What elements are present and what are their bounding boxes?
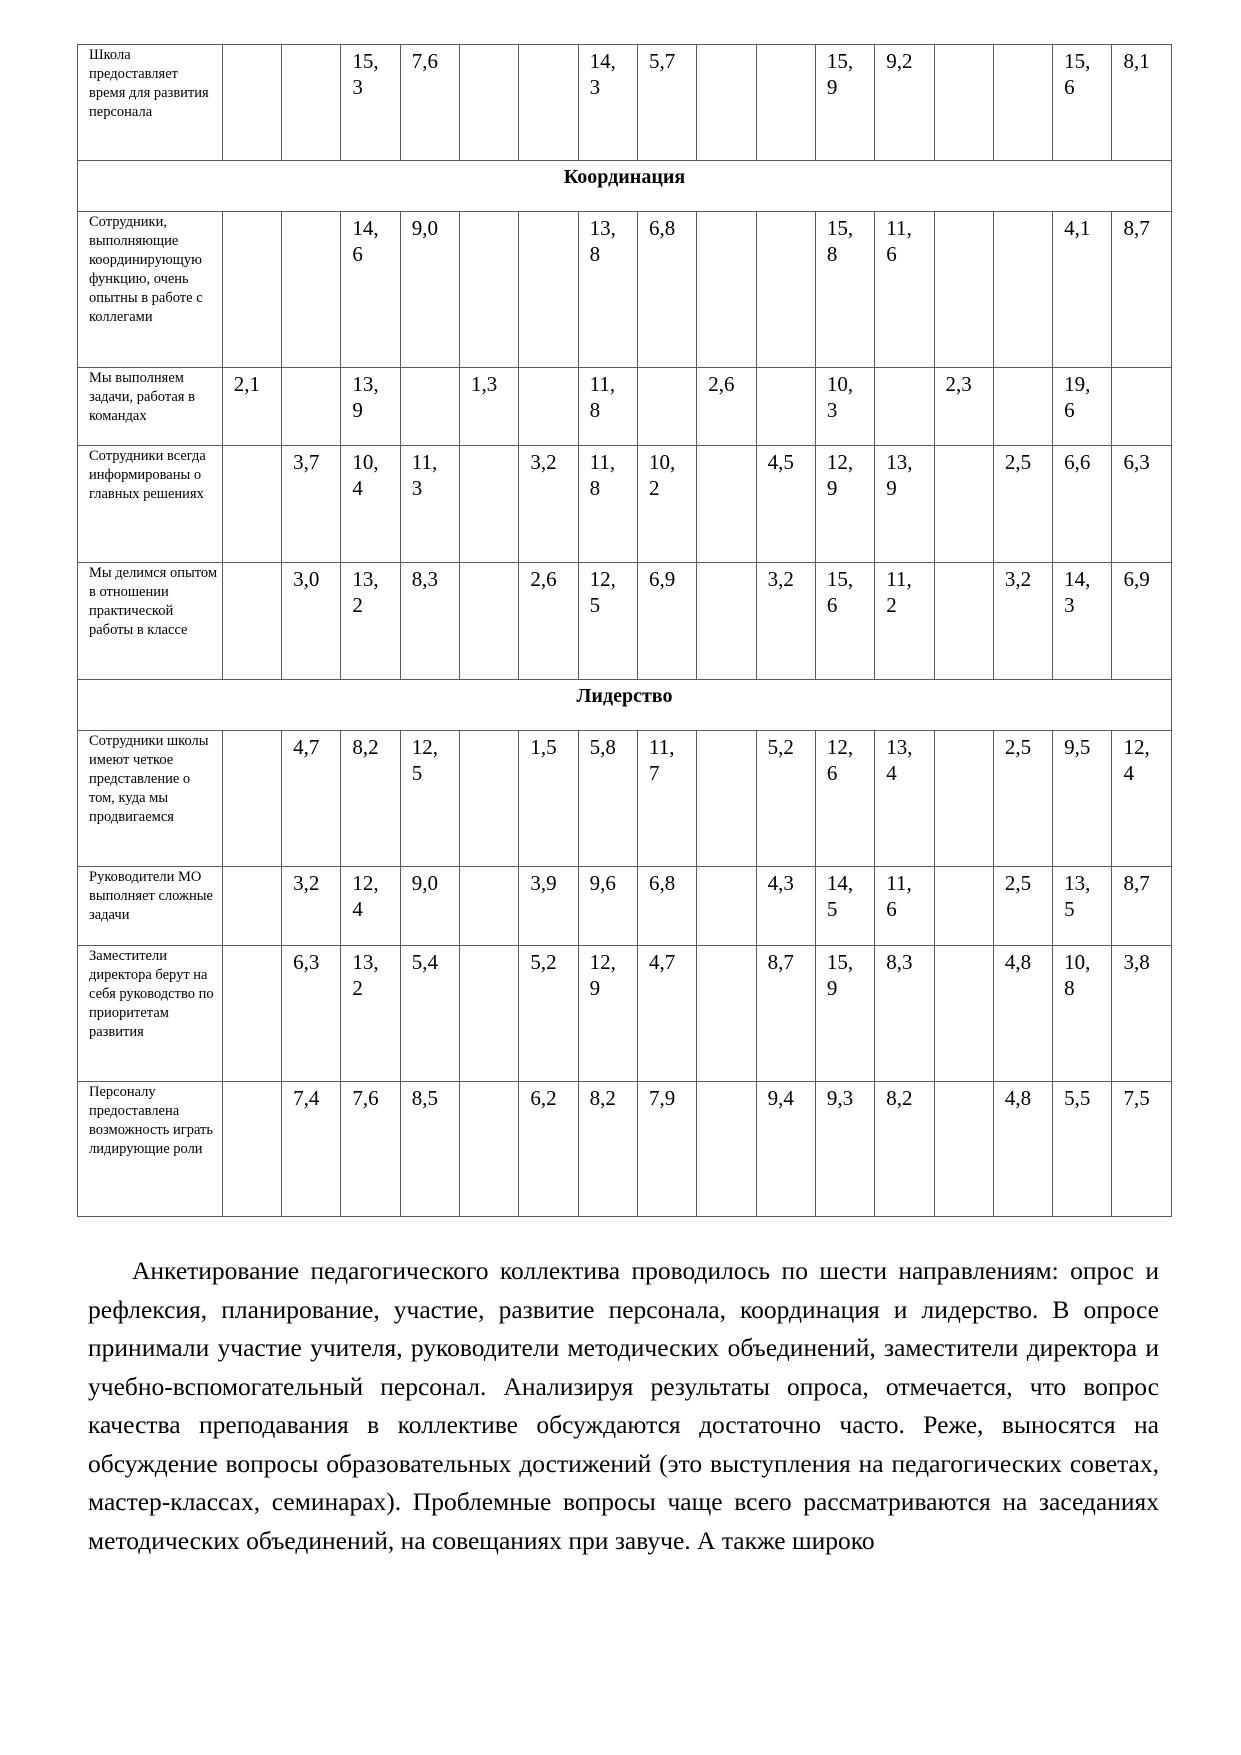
value-cell: 6,8 (637, 867, 696, 946)
value-cell (460, 1082, 519, 1217)
value-cell: 14, 6 (341, 212, 400, 368)
value-cell (697, 946, 756, 1082)
value-cell: 9,2 (875, 45, 934, 161)
value-cell: 2,6 (697, 368, 756, 446)
value-cell: 12, 4 (1112, 731, 1172, 867)
value-cell: 11, 7 (637, 731, 696, 867)
row-label: Персоналу предоставлена возможность играть лидирующие роли (78, 1082, 223, 1217)
value-cell: 3,2 (282, 867, 341, 946)
value-cell: 5,2 (519, 946, 578, 1082)
value-cell (1112, 368, 1172, 446)
value-cell: 19, 6 (1053, 368, 1112, 446)
value-cell (222, 867, 281, 946)
value-cell: 10, 8 (1053, 946, 1112, 1082)
value-cell: 14, 3 (1053, 563, 1112, 680)
value-cell (222, 45, 281, 161)
value-cell: 2,3 (934, 368, 993, 446)
value-cell (697, 446, 756, 563)
value-cell: 12, 6 (815, 731, 874, 867)
value-cell: 4,7 (637, 946, 696, 1082)
value-cell: 11, 8 (578, 368, 637, 446)
value-cell: 2,1 (222, 368, 281, 446)
value-cell: 3,2 (756, 563, 815, 680)
value-cell: 7,5 (1112, 1082, 1172, 1217)
value-cell (934, 1082, 993, 1217)
row-label: Школа предоставляет время для развития персонала (78, 45, 223, 161)
value-cell: 11, 6 (875, 212, 934, 368)
value-cell: 11, 8 (578, 446, 637, 563)
value-cell: 8,3 (400, 563, 459, 680)
value-cell: 5,8 (578, 731, 637, 867)
value-cell: 13, 9 (341, 368, 400, 446)
table-row (78, 446, 1172, 563)
value-cell: 3,2 (519, 446, 578, 563)
value-cell: 6,9 (1112, 563, 1172, 680)
value-cell: 11, 3 (400, 446, 459, 563)
value-cell: 7,6 (341, 1082, 400, 1217)
value-cell (756, 368, 815, 446)
value-cell: 14, 5 (815, 867, 874, 946)
value-cell (282, 45, 341, 161)
value-cell: 6,6 (1053, 446, 1112, 563)
value-cell: 5,5 (1053, 1082, 1112, 1217)
value-cell (222, 1082, 281, 1217)
section-title: Лидерство (78, 680, 1172, 731)
value-cell (460, 446, 519, 563)
value-cell (460, 731, 519, 867)
value-cell: 6,3 (282, 946, 341, 1082)
value-cell (697, 212, 756, 368)
value-cell: 8,2 (578, 1082, 637, 1217)
value-cell: 7,4 (282, 1082, 341, 1217)
value-cell (637, 368, 696, 446)
row-label: Сотрудники, выполняющие координирующую функцию, очень опытны в работе с коллегами (78, 212, 223, 368)
value-cell: 3,2 (993, 563, 1052, 680)
value-cell (460, 212, 519, 368)
value-cell: 9,0 (400, 212, 459, 368)
row-label: Мы выполняем задачи, работая в командах (78, 368, 223, 446)
value-cell: 11, 2 (875, 563, 934, 680)
value-cell (697, 867, 756, 946)
section-header-row (78, 680, 1172, 731)
value-cell (222, 446, 281, 563)
row-label: Сотрудники всегда информированы о главных решениях (78, 446, 223, 563)
value-cell: 8,2 (875, 1082, 934, 1217)
row-label: Заместители директора берут на себя руководство по приоритетам развития (78, 946, 223, 1082)
value-cell: 12, 4 (341, 867, 400, 946)
body-paragraph: Анкетирование педагогического коллектива проводилось по шести направлениям: опрос и рефлексия, планирование, участие, развитие персонала, координация и лидерство. В опросе принимали участие учителя, руководители методических объединений, заместители директора и учебно-вспомогательный персонал. Анализируя результаты опроса, отмечается, что вопрос качества преподавания в коллективе обсуждаются достаточно часто. Реже, выносятся на обсуждение вопросы образовательных достижений (это выступления на педагогических советах, мастер-классах, семинарах). Проблемные вопросы чаще всего рассматриваются на заседаниях методических объединений, на совещаниях при завуче. А также широко (88, 1256, 1159, 1555)
value-cell: 8,1 (1112, 45, 1172, 161)
section-header-row (78, 161, 1172, 212)
value-cell: 8,2 (341, 731, 400, 867)
value-cell (756, 212, 815, 368)
value-cell: 4,5 (756, 446, 815, 563)
value-cell (282, 212, 341, 368)
table-row (78, 368, 1172, 446)
value-cell: 8,5 (400, 1082, 459, 1217)
value-cell: 9,5 (1053, 731, 1112, 867)
row-label: Сотрудники школы имеют четкое представление о том, куда мы продвигаемся (78, 731, 223, 867)
value-cell: 8,3 (875, 946, 934, 1082)
value-cell: 14, 3 (578, 45, 637, 161)
table-row (78, 731, 1172, 867)
value-cell: 2,6 (519, 563, 578, 680)
value-cell (460, 563, 519, 680)
value-cell: 13, 5 (1053, 867, 1112, 946)
table-row (78, 45, 1172, 161)
value-cell: 6,2 (519, 1082, 578, 1217)
value-cell: 12, 5 (578, 563, 637, 680)
value-cell: 8,7 (1112, 867, 1172, 946)
value-cell (934, 45, 993, 161)
value-cell (993, 212, 1052, 368)
value-cell: 5,4 (400, 946, 459, 1082)
value-cell: 7,6 (400, 45, 459, 161)
survey-results-table (77, 44, 1172, 1217)
value-cell: 15, 9 (815, 45, 874, 161)
value-cell (875, 368, 934, 446)
value-cell: 6,8 (637, 212, 696, 368)
value-cell (697, 731, 756, 867)
value-cell: 6,9 (637, 563, 696, 680)
value-cell: 13, 8 (578, 212, 637, 368)
value-cell: 11, 6 (875, 867, 934, 946)
value-cell (993, 368, 1052, 446)
value-cell (460, 867, 519, 946)
value-cell: 10, 2 (637, 446, 696, 563)
value-cell (519, 45, 578, 161)
value-cell: 15, 9 (815, 946, 874, 1082)
value-cell (934, 946, 993, 1082)
value-cell: 15, 6 (815, 563, 874, 680)
value-cell: 12, 5 (400, 731, 459, 867)
value-cell (993, 45, 1052, 161)
value-cell: 9,4 (756, 1082, 815, 1217)
value-cell (400, 368, 459, 446)
value-cell (697, 1082, 756, 1217)
survey-table-body (78, 45, 1172, 1217)
value-cell: 2,5 (993, 446, 1052, 563)
value-cell: 3,9 (519, 867, 578, 946)
value-cell: 9,0 (400, 867, 459, 946)
value-cell (519, 368, 578, 446)
value-cell: 12, 9 (815, 446, 874, 563)
value-cell: 1,3 (460, 368, 519, 446)
value-cell: 3,8 (1112, 946, 1172, 1082)
value-cell: 6,3 (1112, 446, 1172, 563)
value-cell: 4,1 (1053, 212, 1112, 368)
section-title: Координация (78, 161, 1172, 212)
value-cell: 4,8 (993, 1082, 1052, 1217)
value-cell: 8,7 (756, 946, 815, 1082)
value-cell: 2,5 (993, 867, 1052, 946)
value-cell: 5,2 (756, 731, 815, 867)
value-cell: 15, 6 (1053, 45, 1112, 161)
value-cell: 12, 9 (578, 946, 637, 1082)
value-cell (934, 731, 993, 867)
value-cell (460, 946, 519, 1082)
value-cell (697, 563, 756, 680)
value-cell (222, 212, 281, 368)
value-cell (934, 212, 993, 368)
table-row (78, 946, 1172, 1082)
value-cell: 10, 4 (341, 446, 400, 563)
row-label: Руководители МО выполняет сложные задачи (78, 867, 223, 946)
value-cell: 3,0 (282, 563, 341, 680)
value-cell: 13, 2 (341, 563, 400, 680)
value-cell: 7,9 (637, 1082, 696, 1217)
value-cell: 8,7 (1112, 212, 1172, 368)
value-cell: 13, 9 (875, 446, 934, 563)
value-cell (460, 45, 519, 161)
value-cell: 10, 3 (815, 368, 874, 446)
value-cell (222, 563, 281, 680)
value-cell (934, 563, 993, 680)
table-row (78, 212, 1172, 368)
value-cell (756, 45, 815, 161)
table-row (78, 1082, 1172, 1217)
value-cell (697, 45, 756, 161)
value-cell: 4,8 (993, 946, 1052, 1082)
value-cell (222, 731, 281, 867)
value-cell (519, 212, 578, 368)
value-cell: 15, 8 (815, 212, 874, 368)
value-cell: 2,5 (993, 731, 1052, 867)
row-label: Мы делимся опытом в отношении практической работы в классе (78, 563, 223, 680)
value-cell: 1,5 (519, 731, 578, 867)
value-cell (222, 946, 281, 1082)
value-cell (934, 867, 993, 946)
value-cell: 13, 4 (875, 731, 934, 867)
value-cell: 13, 2 (341, 946, 400, 1082)
value-cell: 9,3 (815, 1082, 874, 1217)
value-cell (934, 446, 993, 563)
value-cell (282, 368, 341, 446)
value-cell: 3,7 (282, 446, 341, 563)
value-cell: 4,3 (756, 867, 815, 946)
value-cell: 4,7 (282, 731, 341, 867)
value-cell: 9,6 (578, 867, 637, 946)
table-row (78, 867, 1172, 946)
table-row (78, 563, 1172, 680)
value-cell: 15, 3 (341, 45, 400, 161)
value-cell: 5,7 (637, 45, 696, 161)
